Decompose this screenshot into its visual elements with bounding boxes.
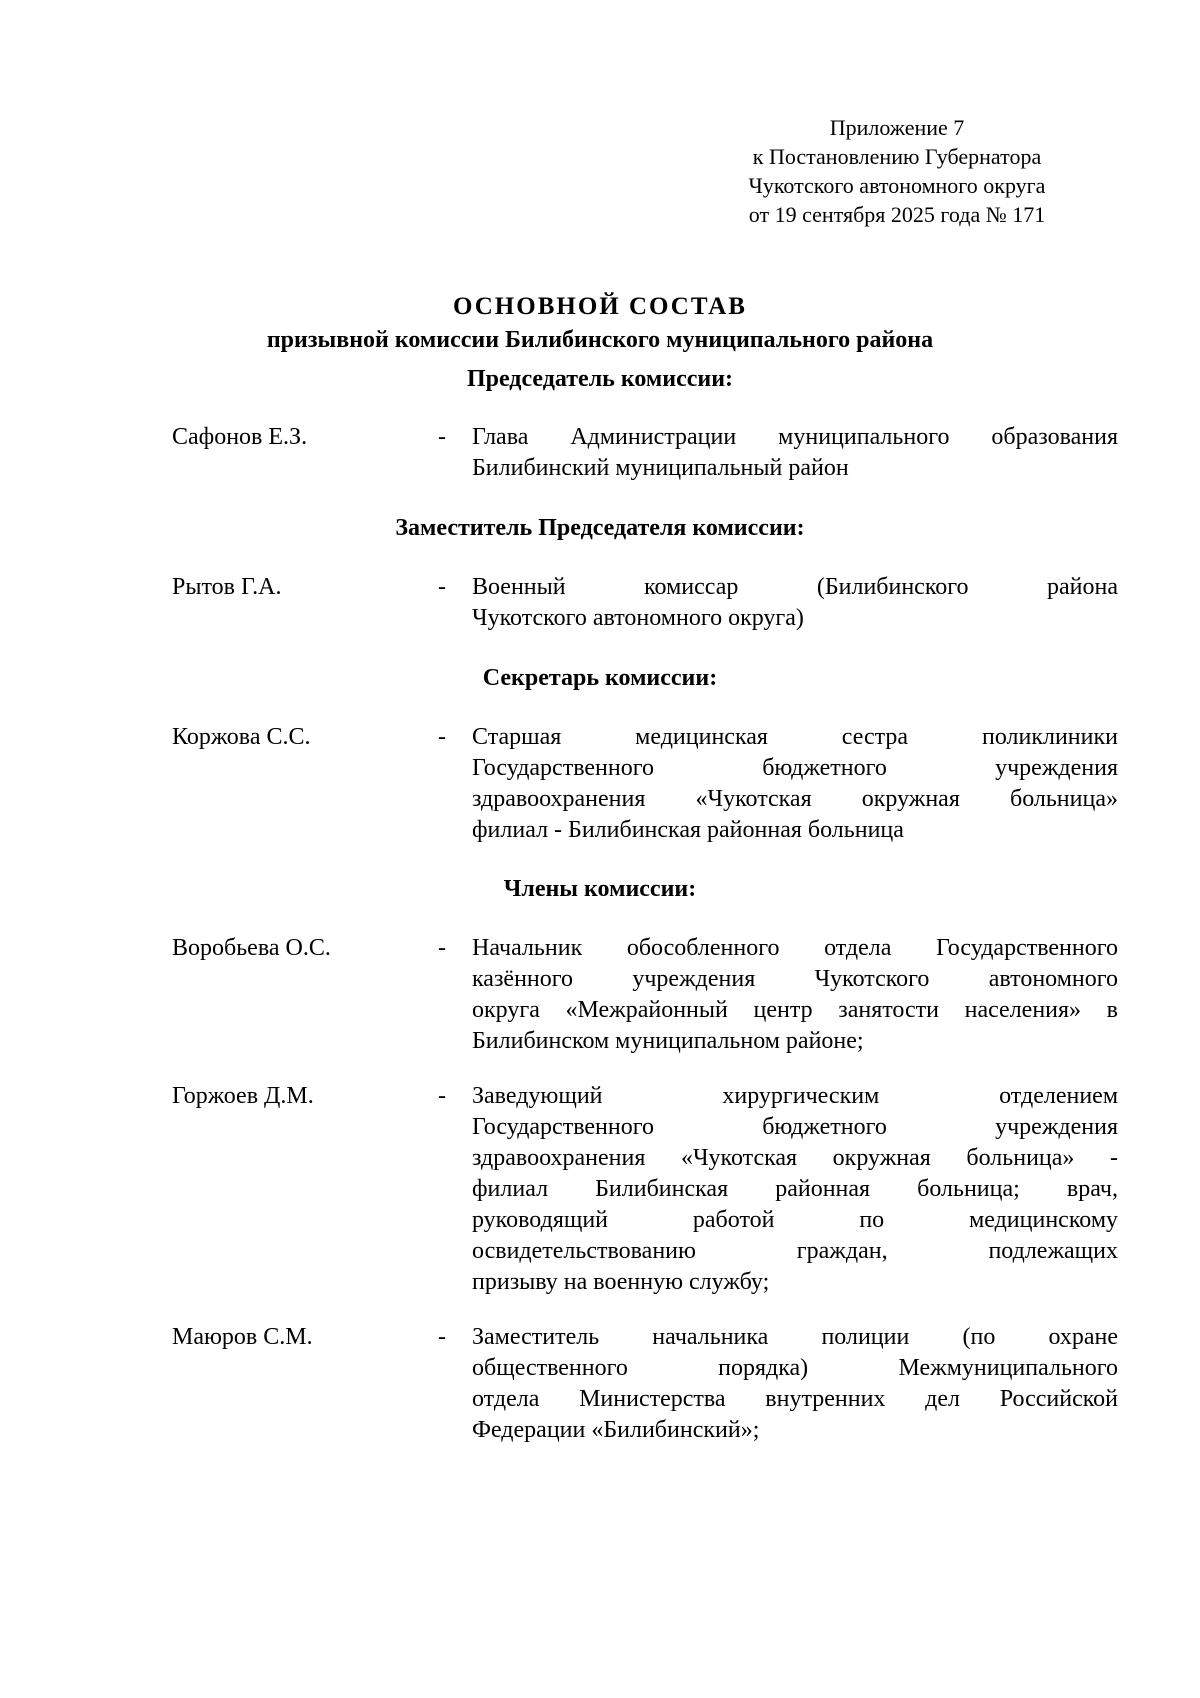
chairman-heading: Председатель комиссии: (466, 366, 734, 392)
member-position (472, 1322, 1118, 1446)
members-heading: Члены комиссии: (503, 876, 697, 902)
member-position (472, 422, 1118, 484)
position-line: Заведующий хирургическим отделением (472, 1083, 1118, 1109)
member-dash: - (438, 724, 446, 750)
position-line: здравоохранения «Чукотская окружная больница» - (472, 1145, 1118, 1171)
annex-line: от 19 сентября 2025 года № 171 (748, 202, 1046, 227)
position-line: Военный комиссар (Билибинского района (472, 574, 1118, 600)
position-line: руководящий работой по медицинскому (472, 1207, 1118, 1233)
position-line: казённого учреждения Чукотского автономного (472, 966, 1118, 992)
position-line: Глава Администрации муниципального образования (472, 424, 1118, 450)
position-line: общественного порядка) Межмуниципального (472, 1355, 1118, 1381)
position-line: Заместитель начальника полиции (по охране (472, 1324, 1118, 1350)
position-line: призыву на военную службу; (472, 1269, 770, 1295)
annex-header (728, 113, 1066, 229)
position-line: Билибинский муниципальный район (472, 455, 849, 481)
member-name: Маюров С.М. (172, 1324, 313, 1350)
secretary-heading: Секретарь комиссии: (482, 665, 718, 691)
position-line: здравоохранения «Чукотская окружная больница» (472, 786, 1118, 812)
member-position (472, 933, 1118, 1057)
member-name: Коржова С.С. (172, 724, 311, 750)
annex-line: к Постановлению Губернатора (752, 144, 1042, 169)
position-line: Чукотского автономного округа) (472, 605, 804, 631)
member-name: Сафонов Е.З. (172, 424, 308, 450)
position-line: освидетельствованию граждан, подлежащих (472, 1238, 1118, 1264)
member-dash: - (438, 935, 446, 961)
member-name: Рытов Г.А. (172, 574, 282, 600)
annex-line: Приложение 7 (829, 115, 965, 140)
member-position (472, 722, 1118, 846)
member-position (472, 1081, 1118, 1298)
member-dash: - (438, 424, 446, 450)
position-line: Начальник обособленного отдела Государственного (472, 935, 1118, 961)
position-line: Государственного бюджетного учреждения (472, 755, 1118, 781)
position-line: Билибинском муниципальном районе; (472, 1028, 864, 1054)
member-dash: - (438, 1083, 446, 1109)
position-line: отдела Министерства внутренних дел Российской (472, 1386, 1118, 1412)
position-line: Старшая медицинская сестра поликлиники (472, 724, 1118, 750)
member-dash: - (438, 574, 446, 600)
position-line: филиал Билибинская районная больница; врач, (472, 1176, 1118, 1202)
member-position (472, 572, 1118, 634)
member-dash: - (438, 1324, 446, 1350)
deputy-heading: Заместитель Председателя комиссии: (395, 515, 805, 541)
member-name: Горжоев Д.М. (172, 1083, 314, 1109)
position-line: Государственного бюджетного учреждения (472, 1114, 1118, 1140)
position-line: филиал - Билибинская районная больница (472, 817, 904, 843)
position-line: Федерации «Билибинский»; (472, 1417, 760, 1443)
position-line: округа «Межрайонный центр занятости населения» в (472, 997, 1118, 1023)
document-title: ОСНОВНОЙ СОСТАВ (453, 293, 747, 320)
document-subtitle: призывной комиссии Билибинского муниципального района (266, 327, 934, 353)
annex-line: Чукотского автономного округа (748, 173, 1046, 198)
member-name: Воробьева О.С. (172, 935, 331, 961)
